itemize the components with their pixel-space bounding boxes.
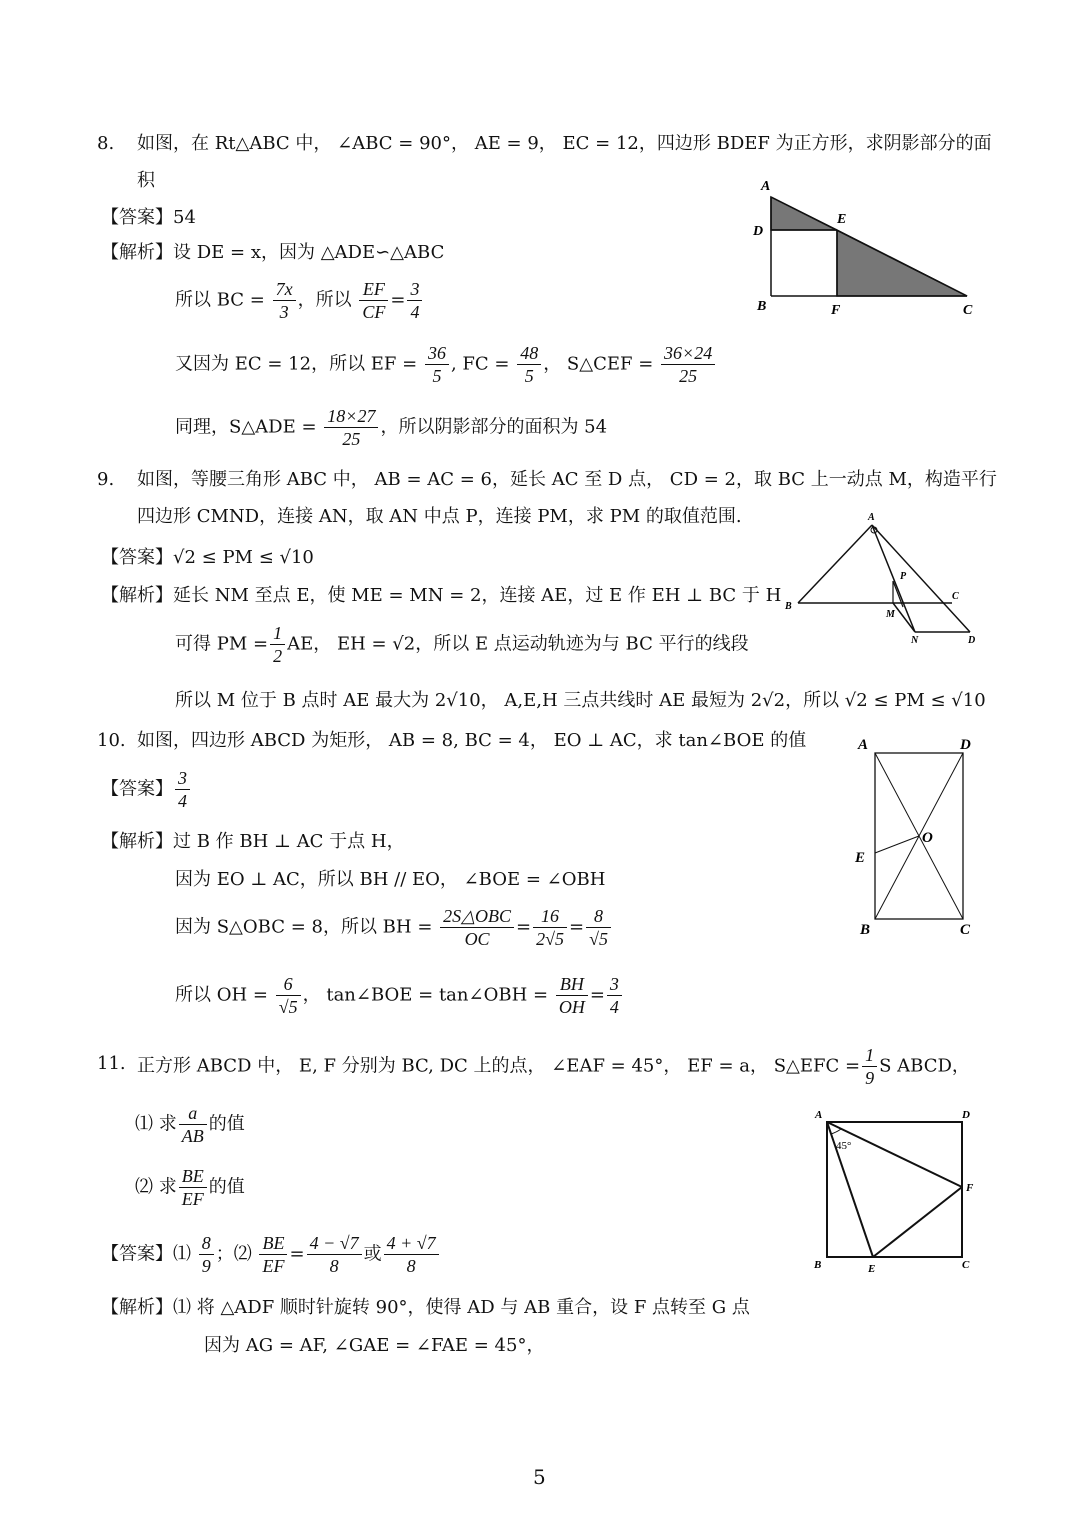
fraction: $\frac{a}{AB}$ <box>179 1102 207 1147</box>
svg-text:M: M <box>886 609 895 620</box>
q9-text-line1: 如图，等腰三角形 ABC 中， AB = AC = 6，延长 AC 至 D 点， CD = 2，取 BC 上一动点 M，构造平行 <box>137 469 997 490</box>
fraction: $\frac{4 - √7}{8}$ <box>307 1232 362 1277</box>
fraction: $\frac{36}{5}$ <box>425 342 449 387</box>
q8-text-line1: 如图，在 Rt△ABC 中， ∠ABC = 90°， AE = 9， EC = 12，四边形 BDEF 为正方形，求阴影部分的面 <box>137 133 992 154</box>
q11-part1: ⑴ 求 $\frac{a}{AB}$ 的值 <box>135 1103 245 1146</box>
q9-answer: 【答案】√2 ≤ PM ≤ √10 <box>101 547 314 568</box>
label-E: E <box>837 212 847 227</box>
q8-analysis-line2: 所以 BC = $\frac{7x}{3}$ ，所以 $\frac{EF}{CF}$ = $\frac{3}{4}$ <box>175 278 424 323</box>
svg-text:C: C <box>960 922 971 938</box>
svg-text:D: D <box>962 1109 970 1121</box>
fraction: $\frac{BE}{EF}$ <box>259 1232 287 1277</box>
q10-analysis-line3: 因为 S△OBC = 8，所以 BH = $\frac{\text{2S△OBC}}{OC}$ = $\frac{16}{2√5}$ = $\frac{8}{√5}$ <box>175 905 613 950</box>
answer-tag: 【答案】 <box>101 207 173 228</box>
page-number: 5 <box>533 1465 546 1489</box>
fraction: $\frac{6}{√5}$ <box>276 973 301 1018</box>
q8-analysis-line4: 同理，S△ADE = $\frac{18\times 27}{25}$ ，所以阴影部分的面积为 54 <box>175 406 608 449</box>
fraction: $\frac{16}{2√5}$ <box>533 905 567 950</box>
q10-figure <box>850 735 980 940</box>
q10-answer-value: $\frac{3}{4}$ <box>175 767 190 812</box>
svg-text:A: A <box>858 737 869 753</box>
q9-answer-value: √2 ≤ PM ≤ √10 <box>173 547 314 568</box>
fraction: $\frac{\text{2S△OBC}}{OC}$ <box>440 905 514 950</box>
svg-text:A: A <box>868 512 875 523</box>
q10-text-line1: 如图，四边形 ABCD 为矩形， AB = 8, BC = 4， EO ⊥ AC，求 tan∠BOE 的值 <box>137 730 807 751</box>
fraction: $\frac{8}{9}$ <box>199 1232 214 1277</box>
svg-text:B: B <box>860 922 871 938</box>
svg-text:B: B <box>814 1259 822 1271</box>
q10-analysis-line2: 因为 EO ⊥ AC，所以 BH // EO， ∠BOE = ∠OBH <box>175 869 606 890</box>
q8-number: 8. <box>97 133 115 154</box>
fraction: $\frac{BE}{EF}$ <box>179 1165 207 1210</box>
fraction: $\frac{48}{5}$ <box>517 342 541 387</box>
q11-analysis-line1: 【解析】⑴ 将 △ADF 顺时针旋转 90°，使得 AD 与 AB 重合，设 F 点转至 G 点 <box>101 1297 750 1318</box>
q10-analysis-line1: 【解析】过 B 作 BH ⊥ AC 于点 H， <box>101 831 405 852</box>
svg-text:O: O <box>922 830 933 846</box>
svg-text:E: E <box>868 1263 876 1275</box>
q9-analysis-line1: 【解析】延长 NM 至点 E，使 ME = MN = 2，连接 AE，过 E 作 EH ⊥ BC 于 H <box>101 585 782 606</box>
label-B: B <box>757 299 767 314</box>
q8-answer <box>101 206 196 230</box>
q9-analysis-line3: 所以 M 位于 B 点时 AE 最大为 2√10， A,E,H 三点共线时 AE 最短为 2√2，所以 √2 ≤ PM ≤ √10 <box>175 690 986 711</box>
q11-figure <box>805 1100 980 1275</box>
q9-text-line2: 四边形 CMND，连接 AN，取 AN 中点 P，连接 PM，求 PM 的取值范围. <box>137 506 742 527</box>
fraction: $\frac{BH}{OH}$ <box>556 973 588 1018</box>
label-D: D <box>753 224 764 239</box>
label-A: A <box>761 179 771 194</box>
fraction: $\frac{EF}{CF}$ <box>359 278 388 323</box>
svg-text:C: C <box>962 1259 970 1271</box>
q11-part2: ⑵ 求 $\frac{BE}{EF}$ 的值 <box>135 1166 245 1209</box>
fraction: $\frac{1}{2}$ <box>270 622 285 667</box>
q8-answer-value: 54 <box>173 207 196 228</box>
svg-text:E: E <box>855 850 866 866</box>
fraction: $\frac{1}{9}$ <box>862 1044 877 1089</box>
label-F: F <box>831 303 841 318</box>
q11-text-line1: 正方形 ABCD 中， E, F 分别为 BC, DC 上的点， ∠EAF = 45°， EF = a， S△EFC = $\frac{1}{9}$ S ABCD， <box>137 1045 970 1088</box>
svg-text:D: D <box>968 635 976 646</box>
q9-analysis-line2: 可得 PM = $\frac{1}{2}$ AE， EH = √2，所以 E 点运动轨迹为与 BC 平行的线段 <box>175 623 749 666</box>
fraction: $\frac{36\times 24}{25}$ <box>661 342 715 387</box>
fraction: $\frac{18\times 27}{25}$ <box>324 405 378 450</box>
q8-text-line2: 积 <box>137 170 155 191</box>
q9-figure <box>780 505 980 650</box>
q10-number: 10. <box>97 730 126 751</box>
fraction: $\frac{7x}{3}$ <box>273 278 296 323</box>
q8-analysis-line1: 【解析】设 DE = x，因为 △ADE∽△ABC <box>101 242 445 263</box>
label-C: C <box>963 303 973 318</box>
q10-answer: 【答案】 $\frac{3}{4}$ <box>101 767 192 812</box>
q8-figure <box>745 170 985 325</box>
q11-analysis-line2: 因为 AG = AF, ∠GAE = ∠FAE = 45°， <box>204 1335 545 1356</box>
svg-text:N: N <box>911 635 919 646</box>
q11-number: 11. <box>97 1053 126 1074</box>
q11-answer: 【答案】⑴ $\frac{8}{9}$ ；⑵ $\frac{BE}{EF}$ = $\frac{4 - √7}{8}$ 或 $\frac{4 + √7}{8}$ <box>101 1232 441 1277</box>
svg-text:F: F <box>966 1182 974 1194</box>
svg-text:C: C <box>952 591 959 602</box>
fraction: $\frac{3}{4}$ <box>407 278 422 323</box>
analysis-tag: 【解析】 <box>101 242 173 263</box>
q8-analysis-line3: 又因为 EC = 12，所以 EF = $\frac{36}{5}$ , FC = $\frac{48}{5}$ ， S△CEF = $\frac{36\times 24}{25}$ <box>175 342 717 387</box>
svg-text:P: P <box>900 571 907 582</box>
q10-analysis-line4: 所以 OH = $\frac{6}{√5}$ ， tan∠BOE = tan∠OBH = $\frac{BH}{OH}$ = $\frac{3}{4}$ <box>175 973 624 1018</box>
q9-number: 9. <box>97 469 115 490</box>
svg-text:B: B <box>785 601 792 612</box>
angle-label: 45° <box>836 1140 852 1152</box>
svg-text:A: A <box>815 1109 823 1121</box>
svg-text:D: D <box>960 737 971 753</box>
fraction: $\frac{8}{√5}$ <box>586 905 611 950</box>
fraction: $\frac{4 + √7}{8}$ <box>384 1232 439 1277</box>
fraction: $\frac{3}{4}$ <box>607 973 622 1018</box>
